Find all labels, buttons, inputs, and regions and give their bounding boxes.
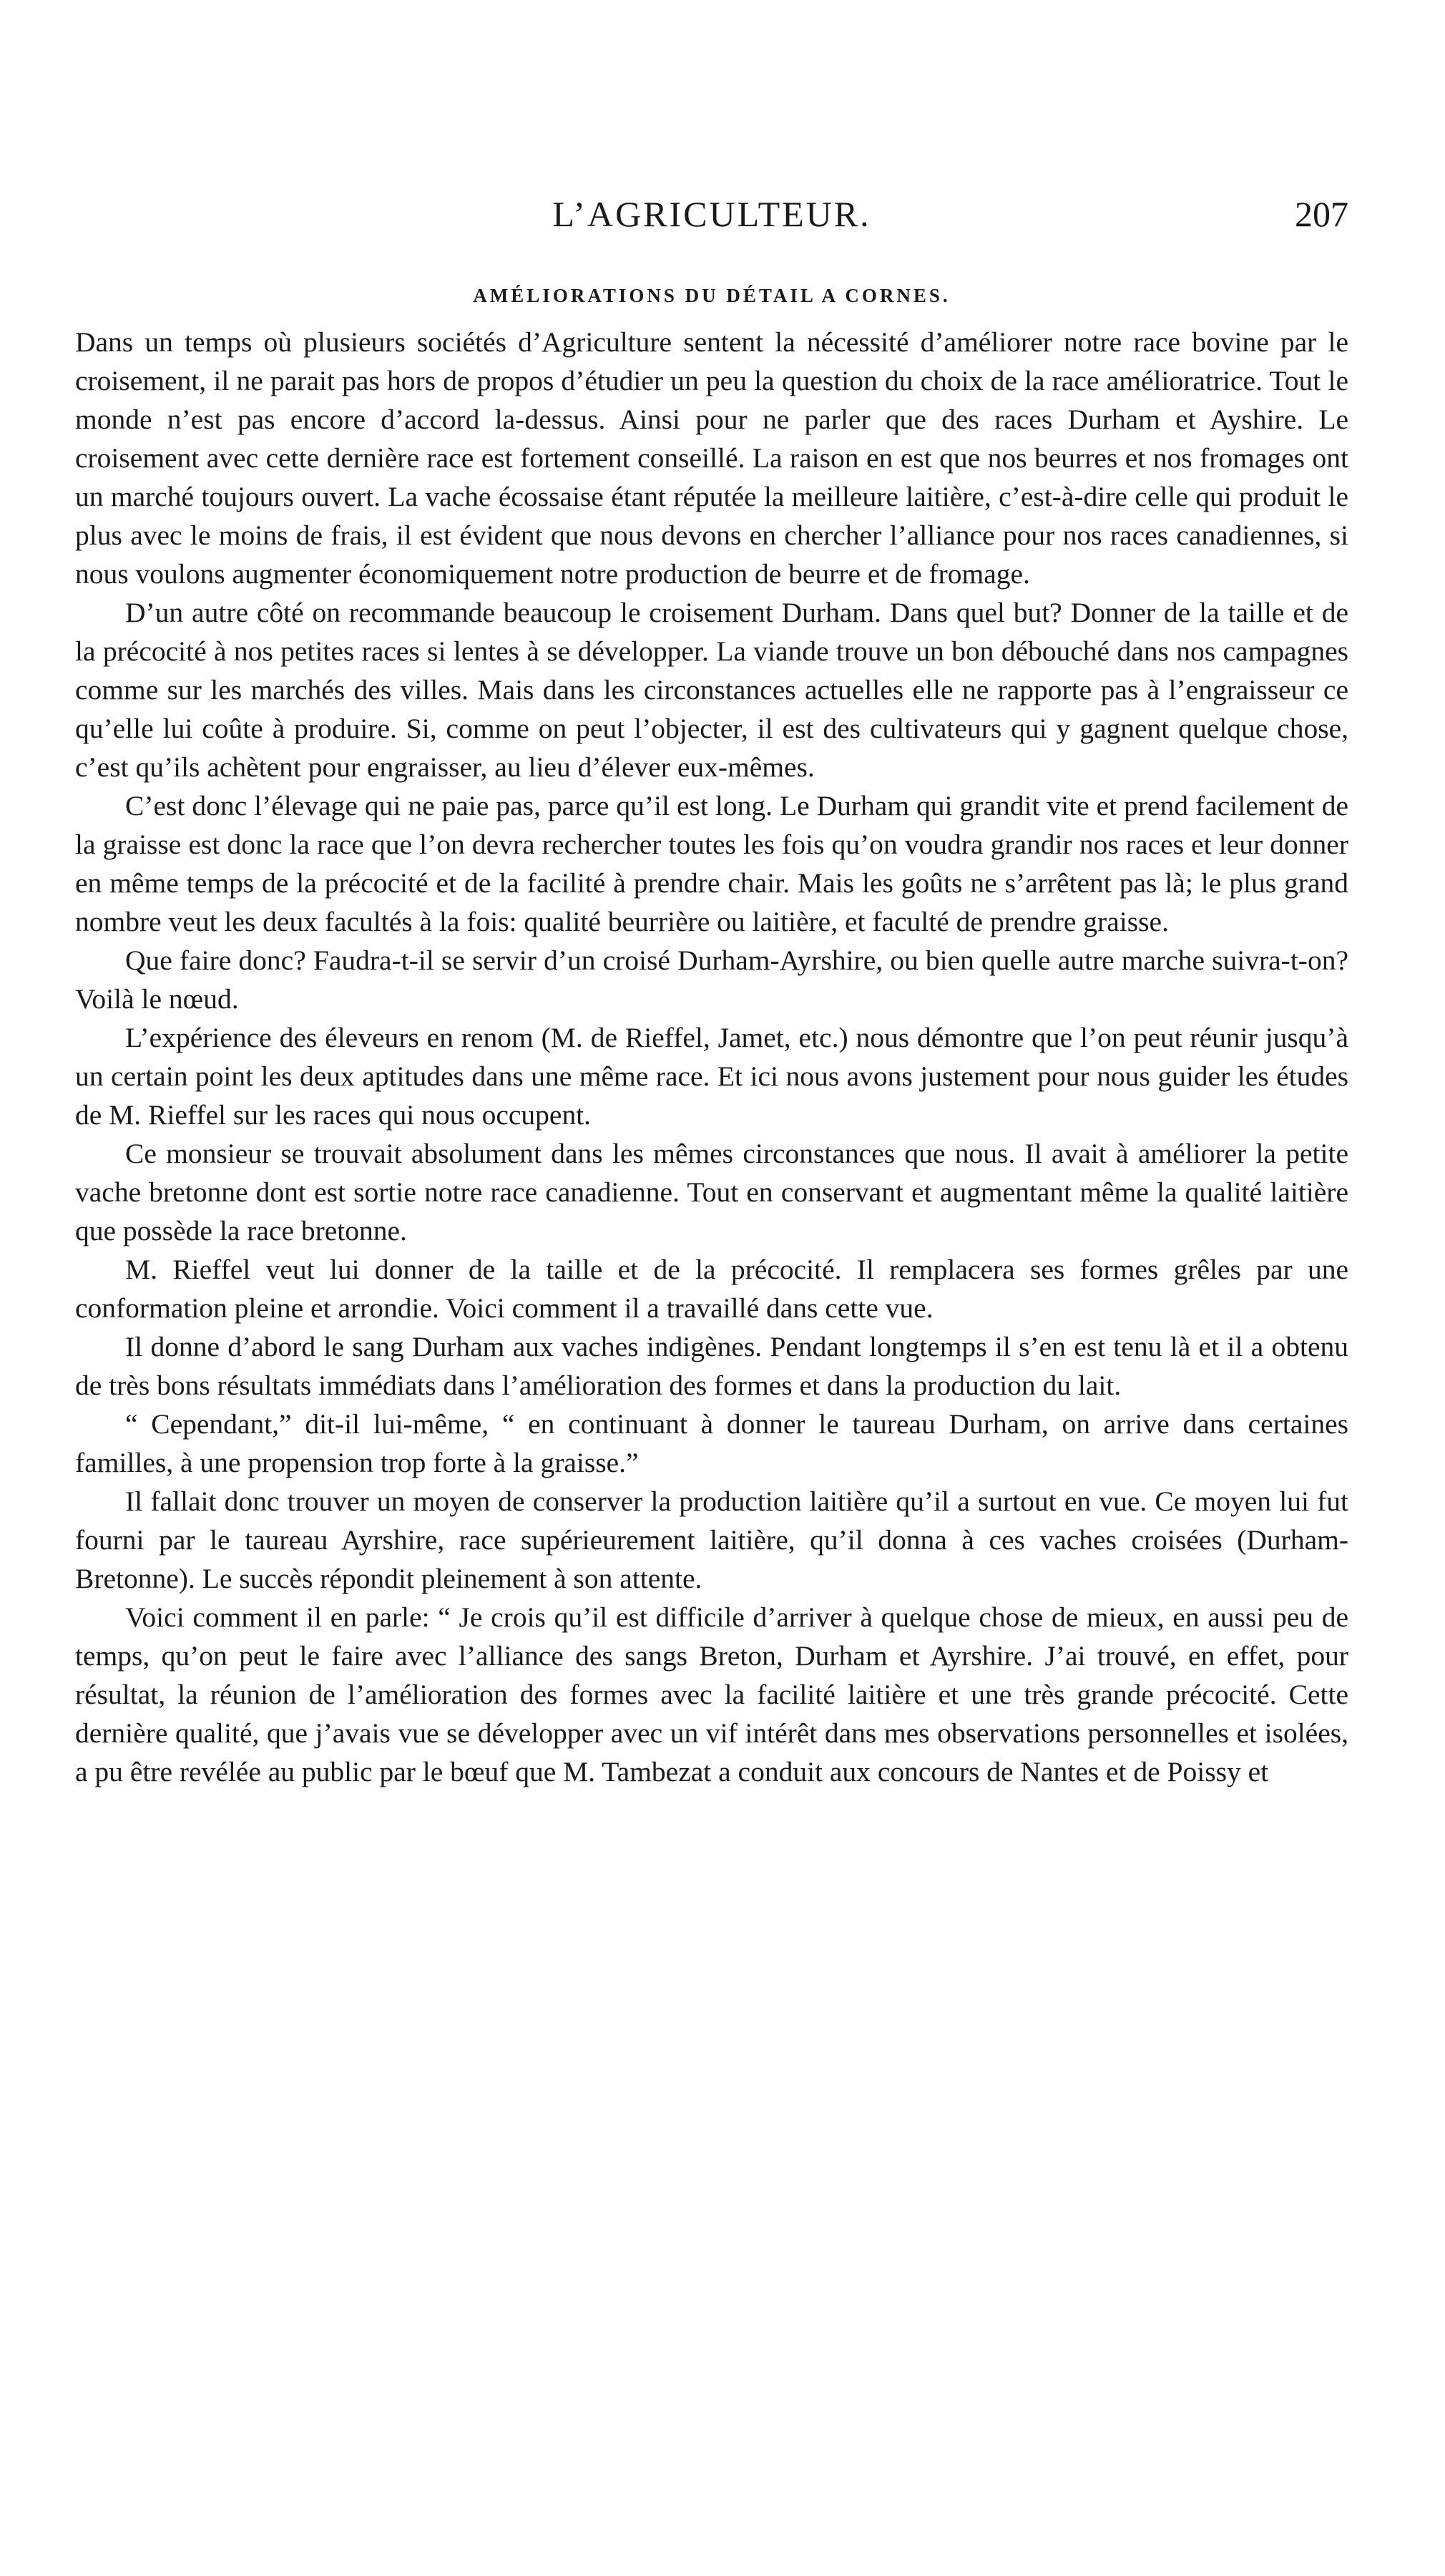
paragraph: Dans un temps où plusieurs sociétés d’Agriculture sentent la nécessité d’améliorer notre race bovine par le croisement, il ne parait pas hors de propos d’étudier un peu la question du choix de la race amélioratrice. Tout le monde n’est pas encore d’accord la-dessus. Ainsi pour ne parler que des races Durham et Ayshire. Le croisement avec cette dernière race est fortement conseillé. La raison en est que nos beurres et nos fromages ont un marché toujours ouvert. La vache écossaise étant réputée la meilleure laitière, c’est-à-dire celle qui produit le plus avec le moins de frais, il est évident que nous devons en chercher l’alliance pour nos races canadiennes, si nous voulons augmenter économiquement notre production de beurre et de fromage. [75, 326, 1348, 590]
paragraph: L’expérience des éleveurs en renom (M. de Rieffel, Jamet, etc.) nous démontre que l’on peut réunir jusqu’à un certain point les deux aptitudes dans une même race. Et ici nous avons justement pour nous guider les études de M. Rieffel sur les races qui nous occupent. [75, 1022, 1348, 1131]
page-header [75, 193, 1348, 250]
paragraph: D’un autre côté on recommande beaucoup le croisement Durham. Dans quel but? Donner de la taille et de la précocité à nos petites races si lentes à se développer. La viande trouve un bon débouché dans nos campagnes comme sur les marchés des villes. Mais dans les circonstances actuelles elle ne rapporte pas à l’engraisseur ce qu’elle lui coûte à produire. Si, comme on peut l’objecter, il est des cultivateurs qui y gagnent quelque chose, c’est qu’ils achètent pour engraisser, au lieu d’élever eux-mêmes. [75, 597, 1348, 783]
paragraph: Il fallait donc trouver un moyen de conserver la production laitière qu’il a surtout en vue. Ce moyen lui fut fourni par le taureau Ayrshire, race supérieurement laitière, qu’il donna à ces vaches croisées (Durham-Bretonne). Le succès répondit pleinement à son attente. [75, 1485, 1348, 1594]
paragraph: M. Rieffel veut lui donner de la taille et de la précocité. Il remplacera ses formes grêles par une conformation pleine et arrondie. Voici comment il a travaillé dans cette vue. [75, 1254, 1348, 1324]
paragraph: C’est donc l’élevage qui ne paie pas, parce qu’il est long. Le Durham qui grandit vite et prend facilement de la graisse est donc la race que l’on devra rechercher toutes les fois qu’on voudra grandir nos races et leur donner en même temps de la précocité et de la facilité à prendre chair. Mais les goûts ne s’arrêtent pas là; le plus grand nombre veut les deux facultés à la fois: qualité beurrière ou laitière, et faculté de prendre graisse. [75, 790, 1348, 937]
section-title: AMÉLIORATIONS DU DÉTAIL A CORNES. [473, 285, 951, 306]
paragraph: Il donne d’abord le sang Durham aux vaches indigènes. Pendant longtemps il s’en est tenu là et il a obtenu de très bons résultats immédiats dans l’amélioration des formes et dans la production du lait. [75, 1331, 1348, 1401]
page-number: 207 [1295, 194, 1348, 234]
running-title: L’AGRICULTEUR. [552, 194, 871, 234]
paragraph: Ce monsieur se trouvait absolument dans les mêmes circonstances que nous. Il avait à améliorer la petite vache bretonne dont est sortie notre race canadienne. Tout en conservant et augmentant même la qualité laitière que possède la race bretonne. [75, 1138, 1348, 1246]
paragraph: Que faire donc? Faudra-t-il se servir d’un croisé Durham-Ayrshire, ou bien quelle autre marche suivra-t-on? Voilà le nœud. [75, 945, 1348, 1015]
paragraph: “ Cependant,” dit-il lui-même, “ en continuant à donner le taureau Durham, on arrive dans certaines familles, à une propension trop forte à la graisse.” [75, 1408, 1348, 1478]
document-page [75, 193, 1348, 1791]
paragraph: Voici comment il en parle: “ Je crois qu’il est difficile d’arriver à quelque chose de mieux, en aussi peu de temps, qu’on peut le faire avec l’alliance des sangs Breton, Durham et Ayrshire. J’ai trouvé, en effet, pour résultat, la réunion de l’amélioration des formes avec la facilité laitière et une très grande précocité. Cette dernière qualité, que j’avais vue se développer avec un vif intérêt dans mes observations personnelles et isolées, a pu être revélée au public par le bœuf que M. Tambezat a conduit aux concours de Nantes et de Poissy et [75, 1601, 1348, 1787]
article-body [75, 323, 1348, 1791]
